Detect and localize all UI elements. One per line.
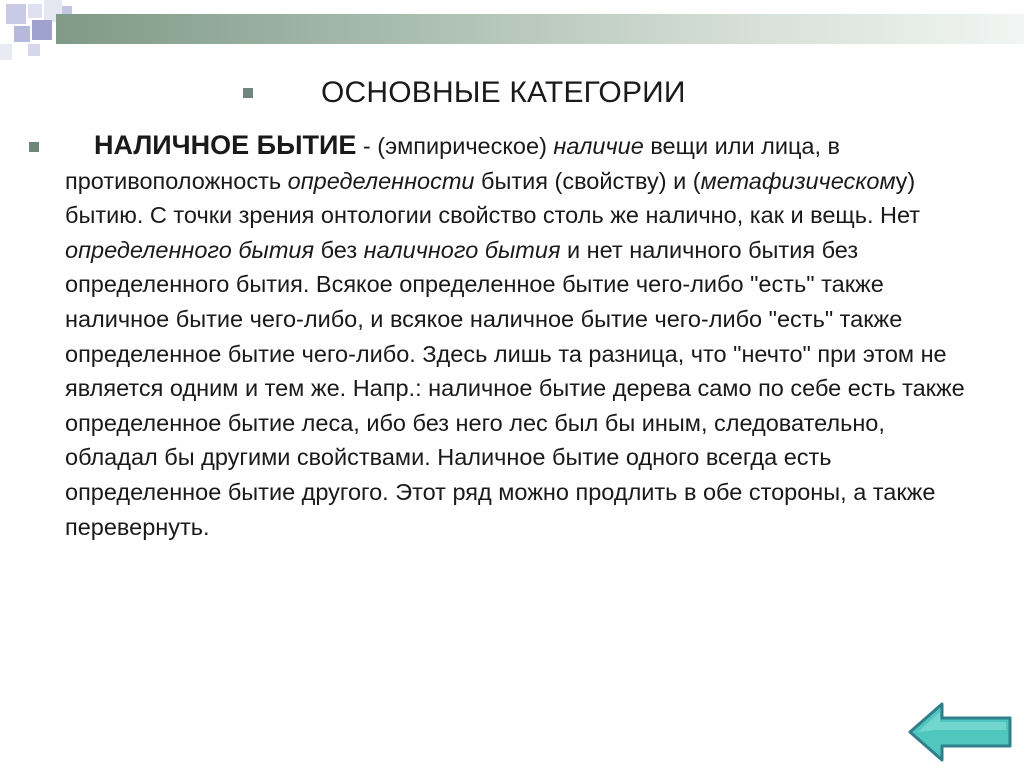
italic-run: наличие (553, 133, 644, 159)
italic-run: определенности (287, 167, 475, 194)
text-run: и нет наличного бытия без определенного бытия. Всякое определенное бытие чего-либо "есть" также наличное бытие чего-либо, и всякое наличное бытие чего-либо "есть" также определенное бытие чего-либо. Здесь лишь та разница, что "нечто" при этом не является одним и тем же. Напр.: наличное бытие дерева само по себе есть также определенное бытие леса, ибо без него лес был бы иным, следовательно, обладал бы другими свойствами. Наличное бытие одного всегда есть определенное бытие другого. Этот ряд можно продлить в обе стороны, а также перевернуть. (65, 236, 965, 540)
italic-run: м (879, 167, 896, 194)
text-run: у) бытию. С точки зрения онтологии свойство столь же налично, как и вещь. Нет (65, 167, 921, 229)
term: НАЛИЧНОЕ БЫТИЕ (94, 130, 357, 160)
text-run: бытия (свойству) и ( (474, 167, 701, 194)
slide-heading: ОСНОВНЫЕ КАТЕГОРИИ (321, 76, 686, 109)
text-run: вещи или лица, в противоположность (65, 133, 841, 194)
back-arrow-button[interactable] (906, 700, 1016, 764)
heading-row (243, 76, 686, 110)
italic-run: определенного бытия (65, 236, 315, 263)
header-band (56, 14, 1024, 44)
left-arrow-icon (910, 704, 1010, 760)
text-run: (эмпирическое) (377, 133, 554, 159)
heading-bullet (243, 88, 253, 98)
paragraph-bullet (29, 142, 39, 152)
text-run: - (356, 133, 378, 159)
italic-run: метафизическо (700, 167, 880, 194)
paragraph (65, 128, 965, 544)
text-run: без (314, 236, 364, 263)
italic-run: наличного бытия (363, 236, 561, 263)
